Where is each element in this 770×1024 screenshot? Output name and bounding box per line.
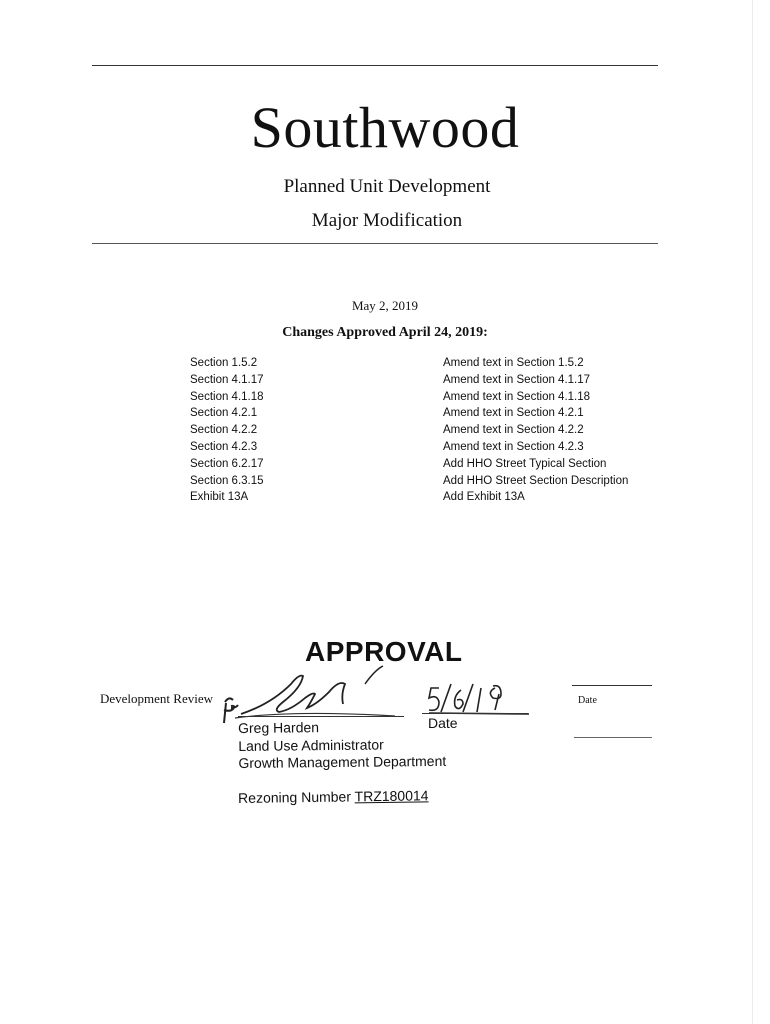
change-section: Section 1.5.2 [190,357,258,369]
change-description: Amend text in Section 4.1.17 [443,373,591,386]
change-section: Section 6.3.15 [190,474,264,487]
top-rule [92,65,658,66]
change-section: Section 4.2.2 [190,424,258,437]
change-description: Add Exhibit 13A [443,491,525,504]
change-description: Amend text in Section 4.2.3 [443,440,584,453]
document-title: Southwood [250,95,520,160]
change-section: Exhibit 13A [190,491,249,504]
changes-heading: Changes Approved April 24, 2019: [282,325,488,340]
signature-line [238,716,404,717]
middle-rule [92,243,658,244]
change-section: Section 4.1.17 [190,373,264,386]
change-row [190,489,660,506]
change-section: Section 4.1.18 [190,390,264,403]
change-row [190,456,660,473]
change-row [190,439,660,456]
right-date-line [572,685,652,686]
change-row [190,355,660,372]
change-section: Section 4.2.1 [190,407,258,420]
subtitle-line-1: Planned Unit Development [283,176,491,197]
right-bottom-line [574,737,652,738]
change-row [190,405,660,422]
approval-stamp: APPROVAL [305,636,463,667]
change-description: Amend text in Section 1.5.2 [443,357,584,369]
signer-title: Land Use Administrator [238,735,384,754]
development-review-label: Development Review [100,691,213,706]
signer-department: Growth Management Department [238,752,447,771]
change-row [190,422,660,439]
handwritten-date [425,680,535,716]
subtitle-line-2: Major Modification [311,210,463,231]
date-label: Date [428,715,458,731]
signer-name: Greg Harden [238,719,320,736]
change-description: Amend text in Section 4.1.18 [443,390,591,403]
change-description: Amend text in Section 4.2.1 [443,407,584,420]
rezoning-line [238,787,429,806]
rezoning-label: Rezoning Number [238,788,352,806]
signer-block [238,718,446,773]
change-row [190,473,660,490]
document-date: May 2, 2019 [351,298,419,313]
date-line [422,713,528,714]
change-description: Add HHO Street Section Description [443,474,629,487]
change-description: Add HHO Street Typical Section [443,457,607,470]
change-section: Section 4.2.3 [190,440,258,453]
changes-list [190,355,660,506]
change-section: Section 6.2.17 [190,457,264,470]
rezoning-number: TRZ180014 [354,787,429,805]
change-row [190,389,660,406]
right-date-label: Date [578,695,597,706]
change-row [190,372,660,389]
change-description: Amend text in Section 4.2.2 [443,424,584,437]
